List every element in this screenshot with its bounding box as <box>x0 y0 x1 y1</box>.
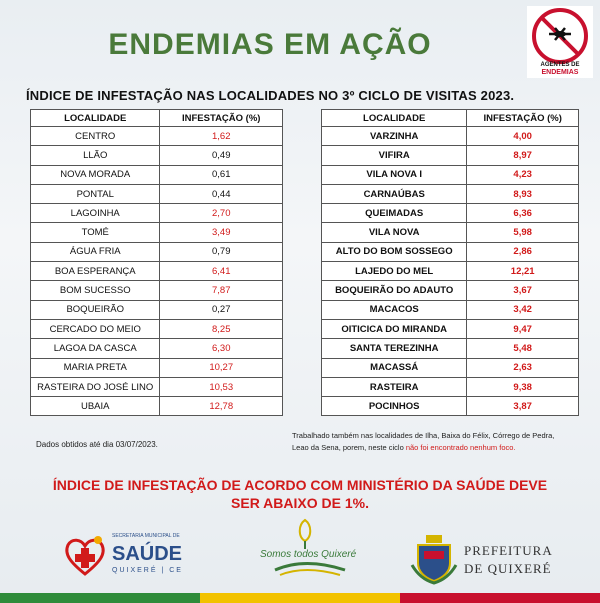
table-row <box>31 358 283 377</box>
header-locality: LOCALIDADE <box>31 110 160 127</box>
subtitle: ÍNDICE DE INFESTAÇÃO NAS LOCALIDADES NO 3º CICLO DE VISITAS 2023. <box>26 88 515 103</box>
table-row <box>31 377 283 396</box>
table-row <box>31 127 283 146</box>
locality-cell: VILA NOVA I <box>322 165 467 184</box>
quixere-text: Somos todos Quixeré <box>260 549 357 560</box>
infestation-cell: 4,23 <box>467 165 579 184</box>
locality-cell: TOMÉ <box>31 223 160 242</box>
locality-cell: VILA NOVA <box>322 223 467 242</box>
infestation-cell: 2,70 <box>160 204 283 223</box>
table-row <box>31 262 283 281</box>
locality-cell: CERCADO DO MEIO <box>31 319 160 338</box>
infestation-cell: 8,97 <box>467 146 579 165</box>
infestation-cell: 3,67 <box>467 281 579 300</box>
locality-cell: MARIA PRETA <box>31 358 160 377</box>
locality-cell: ALTO DO BOM SOSSEGO <box>322 242 467 261</box>
infestation-cell: 3,87 <box>467 397 579 416</box>
locality-cell: LAJEDO DO MEL <box>322 262 467 281</box>
locality-cell: BOA ESPERANÇA <box>31 262 160 281</box>
right-infestation-table <box>321 109 579 416</box>
locality-cell: LAGOINHA <box>31 204 160 223</box>
table-row <box>322 300 579 319</box>
source-note: Dados obtidos até dia 03/07/2023. <box>36 440 158 449</box>
locality-cell: BOM SUCESSO <box>31 281 160 300</box>
infestation-cell: 3,42 <box>467 300 579 319</box>
prefeitura-logo <box>410 535 560 585</box>
worked-note-red: não foi encontrado nenhum foco. <box>405 443 516 452</box>
infestation-cell: 8,25 <box>160 319 283 338</box>
table-row <box>322 262 579 281</box>
locality-cell: QUEIMADAS <box>322 204 467 223</box>
locality-cell: VARZINHA <box>322 127 467 146</box>
locality-cell: VIFIRA <box>322 146 467 165</box>
badge-text-1: AGENTES DE <box>540 62 580 68</box>
locality-cell: BOQUEIRÃO <box>31 300 160 319</box>
locality-cell: BOQUEIRÃO DO ADAUTO <box>322 281 467 300</box>
locality-cell: CARNAÚBAS <box>322 184 467 203</box>
infestation-cell: 4,00 <box>467 127 579 146</box>
locality-cell: UBAIA <box>31 397 160 416</box>
table-row <box>322 319 579 338</box>
locality-cell: RASTEIRA <box>322 377 467 396</box>
infestation-cell: 7,87 <box>160 281 283 300</box>
table-row <box>31 319 283 338</box>
infestation-cell: 10,53 <box>160 377 283 396</box>
saude-text: SAÚDE <box>112 543 183 565</box>
infestation-cell: 0,49 <box>160 146 283 165</box>
infestation-cell: 10,27 <box>160 358 283 377</box>
header-infestation: INFESTAÇÃO (%) <box>160 110 283 127</box>
table-row <box>322 146 579 165</box>
infestation-cell: 9,38 <box>467 377 579 396</box>
table-row <box>31 397 283 416</box>
infestation-cell: 2,63 <box>467 358 579 377</box>
locality-cell: OITICICA DO MIRANDA <box>322 319 467 338</box>
table-row <box>322 204 579 223</box>
infestation-cell: 0,79 <box>160 242 283 261</box>
table-header-row <box>31 110 283 127</box>
locality-cell: SANTA TEREZINHA <box>322 339 467 358</box>
page-title: ENDEMIAS EM AÇÃO <box>108 28 432 61</box>
locality-cell: ÁGUA FRIA <box>31 242 160 261</box>
infestation-cell: 0,44 <box>160 184 283 203</box>
locality-cell: LLÃO <box>31 146 160 165</box>
infestation-cell: 5,48 <box>467 339 579 358</box>
locality-cell: NOVA MORADA <box>31 165 160 184</box>
prefeitura-bottom-text: DE QUIXERÉ <box>464 561 552 576</box>
infestation-cell: 12,21 <box>467 262 579 281</box>
infestation-cell: 1,62 <box>160 127 283 146</box>
footer-stripe-yellow <box>200 593 400 603</box>
table-row <box>322 339 579 358</box>
table-row <box>31 242 283 261</box>
infestation-cell: 3,49 <box>160 223 283 242</box>
locality-cell: MACACOS <box>322 300 467 319</box>
infestation-cell: 12,78 <box>160 397 283 416</box>
locality-cell: PONTAL <box>31 184 160 203</box>
badge-text-2: ENDEMIAS <box>541 69 579 76</box>
table-row <box>31 339 283 358</box>
locality-cell: CENTRO <box>31 127 160 146</box>
warning-line-2: SER ABAIXO DE 1%. <box>231 495 369 511</box>
somos-todos-quixere-logo <box>250 515 370 585</box>
warning-line-1: ÍNDICE DE INFESTAÇÃO DE ACORDO COM MINISTÉRIO DA SAÚDE DEVE <box>52 477 548 493</box>
table-row <box>31 223 283 242</box>
table-row <box>322 397 579 416</box>
footer-stripe-green <box>0 593 200 603</box>
secretaria-saude-logo <box>60 530 210 585</box>
locality-cell: POCINHOS <box>322 397 467 416</box>
infestation-cell: 8,93 <box>467 184 579 203</box>
infestation-cell: 6,41 <box>160 262 283 281</box>
locality-cell: RASTEIRA DO JOSÉ LINO <box>31 377 160 396</box>
table-row <box>322 281 579 300</box>
infestation-cell: 5,98 <box>467 223 579 242</box>
locality-cell: MACASSÁ <box>322 358 467 377</box>
infestation-cell: 6,30 <box>160 339 283 358</box>
warning-text <box>0 476 600 512</box>
table-row <box>31 184 283 203</box>
saude-bottom-text: QUIXERÉ | CE <box>112 567 183 574</box>
left-infestation-table <box>30 109 283 416</box>
table-row <box>322 165 579 184</box>
table-row <box>31 204 283 223</box>
heart-cross-icon <box>60 530 110 580</box>
table-row <box>322 377 579 396</box>
prefeitura-top-text: PREFEITURA <box>464 543 553 558</box>
header-locality: LOCALIDADE <box>322 110 467 127</box>
worked-note <box>292 430 572 454</box>
header-infestation: INFESTAÇÃO (%) <box>467 110 579 127</box>
infestation-cell: 9,47 <box>467 319 579 338</box>
agentes-endemias-badge <box>527 6 593 78</box>
table-row <box>31 146 283 165</box>
table-row <box>322 184 579 203</box>
table-header-row <box>322 110 579 127</box>
coat-of-arms-icon <box>410 535 458 585</box>
saude-top-text: SECRETARIA MUNICIPAL DE <box>112 533 180 539</box>
locality-cell: LAGOA DA CASCA <box>31 339 160 358</box>
table-row <box>322 127 579 146</box>
infestation-cell: 2,86 <box>467 242 579 261</box>
infestation-cell: 6,36 <box>467 204 579 223</box>
worked-note-text: Trabalhado também nas localidades de Ilha, Baixa do Félix, Córrego de Pedra, Leao da Sena, porem, neste ciclo <box>292 431 555 452</box>
table-row <box>31 165 283 184</box>
table-row <box>322 223 579 242</box>
infestation-cell: 0,61 <box>160 165 283 184</box>
infestation-cell: 0,27 <box>160 300 283 319</box>
table-row <box>31 300 283 319</box>
table-row <box>322 358 579 377</box>
table-row <box>322 242 579 261</box>
table-row <box>31 281 283 300</box>
footer-stripe-red <box>400 593 600 603</box>
